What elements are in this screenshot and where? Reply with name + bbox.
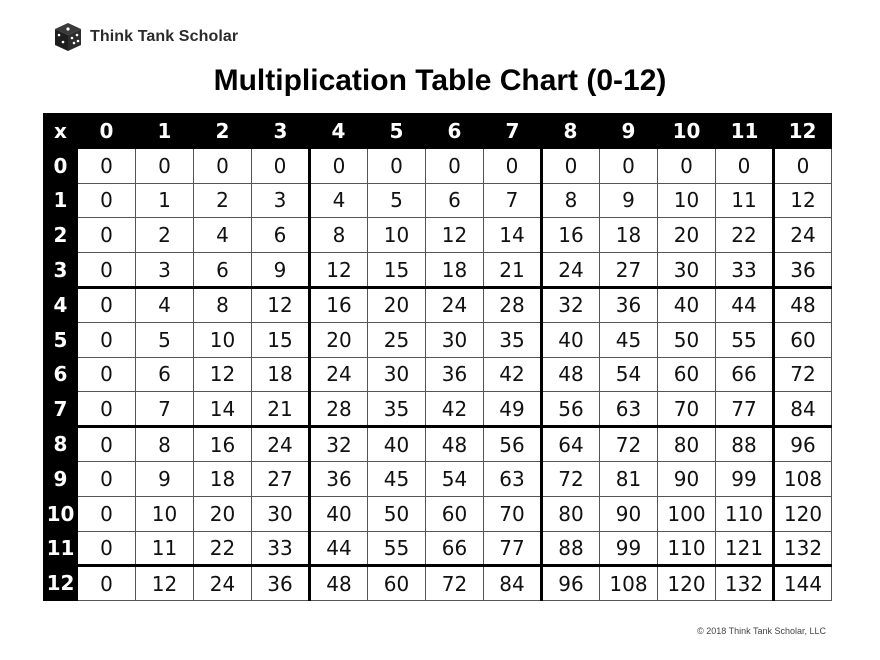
row-header: 2: [44, 218, 78, 253]
table-row: [44, 566, 832, 601]
product-cell: 84: [484, 566, 542, 601]
product-cell: 60: [658, 357, 716, 392]
row-header: 7: [44, 392, 78, 427]
product-cell: 12: [194, 357, 252, 392]
product-cell: 0: [774, 148, 832, 183]
product-cell: 55: [368, 531, 426, 566]
product-cell: 6: [136, 357, 194, 392]
product-cell: 10: [136, 496, 194, 531]
product-cell: 12: [136, 566, 194, 601]
product-cell: 30: [368, 357, 426, 392]
product-cell: 45: [368, 461, 426, 496]
row-header: 8: [44, 427, 78, 462]
product-cell: 6: [426, 183, 484, 218]
column-header: 12: [774, 114, 832, 149]
product-cell: 72: [542, 461, 600, 496]
product-cell: 8: [542, 183, 600, 218]
product-cell: 10: [658, 183, 716, 218]
product-cell: 15: [368, 253, 426, 288]
product-cell: 15: [252, 322, 310, 357]
product-cell: 54: [426, 461, 484, 496]
product-cell: 48: [774, 287, 832, 322]
product-cell: 48: [426, 427, 484, 462]
product-cell: 45: [600, 322, 658, 357]
product-cell: 0: [426, 148, 484, 183]
product-cell: 56: [542, 392, 600, 427]
row-header: 5: [44, 322, 78, 357]
product-cell: 0: [78, 148, 136, 183]
column-header: 2: [194, 114, 252, 149]
product-cell: 10: [368, 218, 426, 253]
product-cell: 0: [716, 148, 774, 183]
product-cell: 27: [600, 253, 658, 288]
product-cell: 64: [542, 427, 600, 462]
product-cell: 33: [252, 531, 310, 566]
product-cell: 0: [600, 148, 658, 183]
page-title: Multiplication Table Chart (0-12): [213, 64, 667, 97]
product-cell: 120: [774, 496, 832, 531]
product-cell: 24: [310, 357, 368, 392]
product-cell: 5: [368, 183, 426, 218]
product-cell: 1: [136, 183, 194, 218]
row-header: 3: [44, 253, 78, 288]
product-cell: 11: [136, 531, 194, 566]
table-row: [44, 148, 832, 183]
product-cell: 0: [78, 496, 136, 531]
product-cell: 12: [426, 218, 484, 253]
product-cell: 0: [136, 148, 194, 183]
product-cell: 28: [484, 287, 542, 322]
product-cell: 4: [310, 183, 368, 218]
product-cell: 20: [310, 322, 368, 357]
product-cell: 44: [310, 531, 368, 566]
product-cell: 99: [716, 461, 774, 496]
product-cell: 10: [194, 322, 252, 357]
product-cell: 36: [774, 253, 832, 288]
product-cell: 0: [78, 461, 136, 496]
product-cell: 18: [252, 357, 310, 392]
corner-cell: x: [44, 114, 78, 149]
copyright-notice: © 2018 Think Tank Scholar, LLC: [697, 626, 826, 636]
cube-logo-icon: [54, 22, 82, 52]
product-cell: 0: [78, 357, 136, 392]
column-header: 1: [136, 114, 194, 149]
product-cell: 80: [542, 496, 600, 531]
column-header: 5: [368, 114, 426, 149]
product-cell: 96: [774, 427, 832, 462]
product-cell: 48: [310, 566, 368, 601]
product-cell: 28: [310, 392, 368, 427]
table-row: [44, 253, 832, 288]
product-cell: 121: [716, 531, 774, 566]
product-cell: 3: [252, 183, 310, 218]
product-cell: 11: [716, 183, 774, 218]
product-cell: 70: [484, 496, 542, 531]
product-cell: 18: [600, 218, 658, 253]
product-cell: 21: [252, 392, 310, 427]
brand: [54, 22, 238, 52]
product-cell: 40: [368, 427, 426, 462]
product-cell: 40: [542, 322, 600, 357]
product-cell: 18: [194, 461, 252, 496]
product-cell: 24: [542, 253, 600, 288]
product-cell: 110: [716, 496, 774, 531]
product-cell: 70: [658, 392, 716, 427]
product-cell: 63: [484, 461, 542, 496]
product-cell: 9: [252, 253, 310, 288]
product-cell: 108: [774, 461, 832, 496]
header-row: [44, 114, 832, 149]
product-cell: 36: [252, 566, 310, 601]
product-cell: 96: [542, 566, 600, 601]
product-cell: 88: [542, 531, 600, 566]
product-cell: 0: [78, 218, 136, 253]
product-cell: 50: [658, 322, 716, 357]
product-cell: 3: [136, 253, 194, 288]
product-cell: 60: [774, 322, 832, 357]
product-cell: 32: [310, 427, 368, 462]
table-row: [44, 287, 832, 322]
table-row: [44, 496, 832, 531]
product-cell: 6: [252, 218, 310, 253]
product-cell: 72: [774, 357, 832, 392]
product-cell: 63: [600, 392, 658, 427]
product-cell: 8: [310, 218, 368, 253]
product-cell: 30: [252, 496, 310, 531]
product-cell: 80: [658, 427, 716, 462]
product-cell: 22: [194, 531, 252, 566]
product-cell: 16: [310, 287, 368, 322]
product-cell: 72: [426, 566, 484, 601]
table-row: [44, 322, 832, 357]
product-cell: 4: [136, 287, 194, 322]
product-cell: 120: [658, 566, 716, 601]
product-cell: 0: [542, 148, 600, 183]
product-cell: 0: [252, 148, 310, 183]
product-cell: 9: [136, 461, 194, 496]
brand-name: Think Tank Scholar: [90, 28, 239, 45]
product-cell: 18: [426, 253, 484, 288]
product-cell: 48: [542, 357, 600, 392]
product-cell: 81: [600, 461, 658, 496]
product-cell: 49: [484, 392, 542, 427]
product-cell: 35: [368, 392, 426, 427]
product-cell: 55: [716, 322, 774, 357]
product-cell: 12: [310, 253, 368, 288]
product-cell: 132: [774, 531, 832, 566]
row-header: 12: [44, 566, 78, 601]
product-cell: 36: [600, 287, 658, 322]
table-row: [44, 392, 832, 427]
product-cell: 108: [600, 566, 658, 601]
product-cell: 0: [78, 392, 136, 427]
product-cell: 0: [368, 148, 426, 183]
column-header: 9: [600, 114, 658, 149]
product-cell: 6: [194, 253, 252, 288]
table-row: [44, 183, 832, 218]
column-header: 7: [484, 114, 542, 149]
product-cell: 72: [600, 427, 658, 462]
product-cell: 14: [194, 392, 252, 427]
row-header: 11: [44, 531, 78, 566]
multiplication-table: [43, 113, 832, 601]
table-row: [44, 427, 832, 462]
product-cell: 30: [658, 253, 716, 288]
product-cell: 0: [78, 427, 136, 462]
product-cell: 144: [774, 566, 832, 601]
product-cell: 24: [194, 566, 252, 601]
product-cell: 50: [368, 496, 426, 531]
product-cell: 16: [542, 218, 600, 253]
row-header: 0: [44, 148, 78, 183]
product-cell: 8: [194, 287, 252, 322]
product-cell: 24: [774, 218, 832, 253]
product-cell: 9: [600, 183, 658, 218]
product-cell: 0: [78, 253, 136, 288]
product-cell: 0: [78, 287, 136, 322]
product-cell: 77: [484, 531, 542, 566]
product-cell: 22: [716, 218, 774, 253]
product-cell: 36: [426, 357, 484, 392]
product-cell: 25: [368, 322, 426, 357]
column-header: 11: [716, 114, 774, 149]
product-cell: 90: [658, 461, 716, 496]
row-header: 6: [44, 357, 78, 392]
product-cell: 20: [368, 287, 426, 322]
product-cell: 5: [136, 322, 194, 357]
product-cell: 0: [78, 322, 136, 357]
product-cell: 2: [136, 218, 194, 253]
product-cell: 110: [658, 531, 716, 566]
product-cell: 30: [426, 322, 484, 357]
product-cell: 0: [78, 183, 136, 218]
column-header: 10: [658, 114, 716, 149]
product-cell: 12: [252, 287, 310, 322]
table-row: [44, 531, 832, 566]
table-row: [44, 461, 832, 496]
table-body: [44, 148, 832, 600]
product-cell: 100: [658, 496, 716, 531]
product-cell: 12: [774, 183, 832, 218]
row-header: 4: [44, 287, 78, 322]
product-cell: 99: [600, 531, 658, 566]
product-cell: 66: [426, 531, 484, 566]
product-cell: 14: [484, 218, 542, 253]
product-cell: 20: [194, 496, 252, 531]
product-cell: 36: [310, 461, 368, 496]
product-cell: 24: [252, 427, 310, 462]
product-cell: 4: [194, 218, 252, 253]
product-cell: 0: [310, 148, 368, 183]
row-header: 1: [44, 183, 78, 218]
product-cell: 0: [484, 148, 542, 183]
product-cell: 0: [658, 148, 716, 183]
product-cell: 2: [194, 183, 252, 218]
product-cell: 60: [368, 566, 426, 601]
product-cell: 21: [484, 253, 542, 288]
product-cell: 8: [136, 427, 194, 462]
product-cell: 33: [716, 253, 774, 288]
product-cell: 0: [78, 531, 136, 566]
product-cell: 0: [194, 148, 252, 183]
product-cell: 77: [716, 392, 774, 427]
table-row: [44, 357, 832, 392]
product-cell: 24: [426, 287, 484, 322]
column-header: 4: [310, 114, 368, 149]
table-row: [44, 218, 832, 253]
product-cell: 56: [484, 427, 542, 462]
product-cell: 32: [542, 287, 600, 322]
product-cell: 44: [716, 287, 774, 322]
product-cell: 7: [136, 392, 194, 427]
row-header: 10: [44, 496, 78, 531]
product-cell: 42: [484, 357, 542, 392]
product-cell: 20: [658, 218, 716, 253]
column-header: 6: [426, 114, 484, 149]
product-cell: 35: [484, 322, 542, 357]
row-header: 9: [44, 461, 78, 496]
product-cell: 66: [716, 357, 774, 392]
product-cell: 84: [774, 392, 832, 427]
product-cell: 54: [600, 357, 658, 392]
product-cell: 42: [426, 392, 484, 427]
column-header: 0: [78, 114, 136, 149]
product-cell: 27: [252, 461, 310, 496]
product-cell: 60: [426, 496, 484, 531]
product-cell: 88: [716, 427, 774, 462]
product-cell: 0: [78, 566, 136, 601]
product-cell: 40: [310, 496, 368, 531]
product-cell: 132: [716, 566, 774, 601]
product-cell: 7: [484, 183, 542, 218]
column-header: 3: [252, 114, 310, 149]
column-header: 8: [542, 114, 600, 149]
product-cell: 90: [600, 496, 658, 531]
product-cell: 40: [658, 287, 716, 322]
product-cell: 16: [194, 427, 252, 462]
